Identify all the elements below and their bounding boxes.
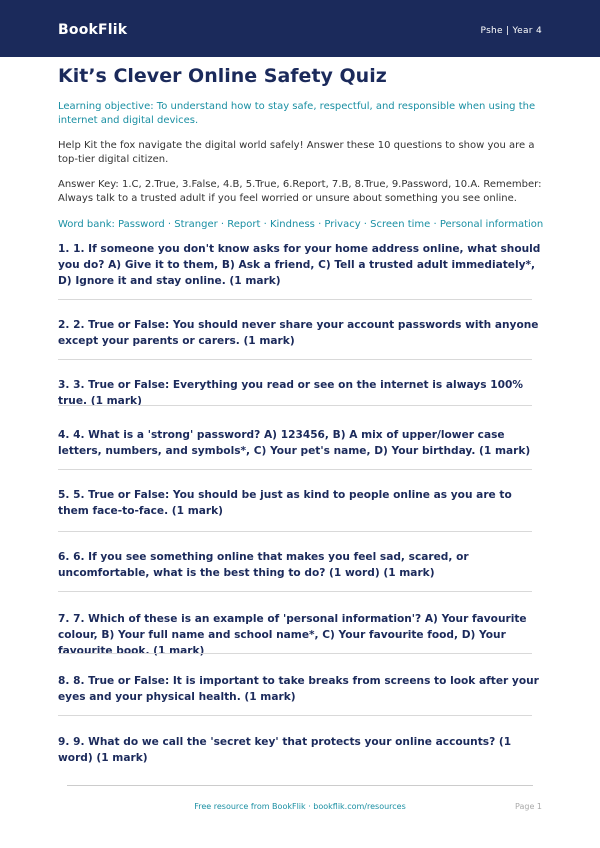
question-5: 5. 5. True or False: You should be just as kind to people online as you are to them face-to-face. (1 mark) (58, 489, 512, 517)
answer-line (58, 591, 532, 592)
page-header (0, 0, 600, 57)
answer-line (58, 531, 532, 532)
intro-text: Help Kit the fox navigate the digital world safely! Answer these 10 questions to show you are a top-tier digital citizen. (58, 140, 535, 165)
word-bank: Word bank: Password · Stranger · Report · Kindness · Privacy · Screen time · Personal information (58, 219, 544, 230)
page-title: Kit’s Clever Online Safety Quiz (58, 65, 387, 87)
question-7: 7. 7. Which of these is an example of 'personal information'? A) Your favourite colour, B) Your full name and school name*, C) Your favourite food, D) Your favourite book. (1 mark) (58, 613, 527, 657)
answer-line (58, 359, 532, 360)
answer-line (58, 715, 532, 716)
intro-section (58, 64, 544, 232)
answer-line (58, 653, 532, 654)
answer-line (58, 469, 532, 470)
question-9: 9. 9. What do we call the 'secret key' that protects your online accounts? (1 word) (1 mark) (58, 736, 512, 764)
question-4: 4. 4. What is a 'strong' password? A) 123456, B) A mix of upper/lower case letters, numbers, and symbols*, C) Your pet's name, D) Your birthday. (1 mark) (58, 429, 531, 457)
question-3: 3. 3. True or False: Everything you read or see on the internet is always 100% true. (1 mark) (58, 379, 523, 407)
question-1: 1. 1. If someone you don't know asks for your home address online, what should you do? A) Give it to them, B) Ask a friend, C) Tell a trusted adult immediately*, D) Ignore it and stay online. (1 mark) (58, 243, 541, 287)
brand-logo-text: BookFlik (58, 22, 128, 38)
learning-objective: Learning objective: To understand how to stay safe, respectful, and responsible when using the internet and digital devices. (58, 101, 536, 126)
answer-line (58, 299, 532, 300)
question-8: 8. 8. True or False: It is important to take breaks from screens to look after your eyes and your physical health. (1 mark) (58, 675, 539, 703)
page-number: Page 1 (515, 802, 542, 811)
question-6: 6. 6. If you see something online that makes you feel sad, scared, or uncomfortable, what is the best thing to do? (1 word) (1 mark) (58, 551, 469, 579)
question-2: 2. 2. True or False: You should never share your account passwords with anyone except your parents or carers. (1 mark) (58, 319, 539, 347)
answer-key: Answer Key: 1.C, 2.True, 3.False, 4.B, 5.True, 6.Report, 7.B, 8.True, 9.Password, 10.A. Remember: Always talk to a trusted adult if you feel worried or unsure about something you see online. (58, 179, 542, 204)
footer-resource-link[interactable]: Free resource from BookFlik · bookflik.com/resources (194, 802, 406, 811)
footer-divider (67, 785, 533, 786)
answer-line (58, 405, 532, 406)
subject-year-label: Pshe | Year 4 (480, 26, 542, 36)
